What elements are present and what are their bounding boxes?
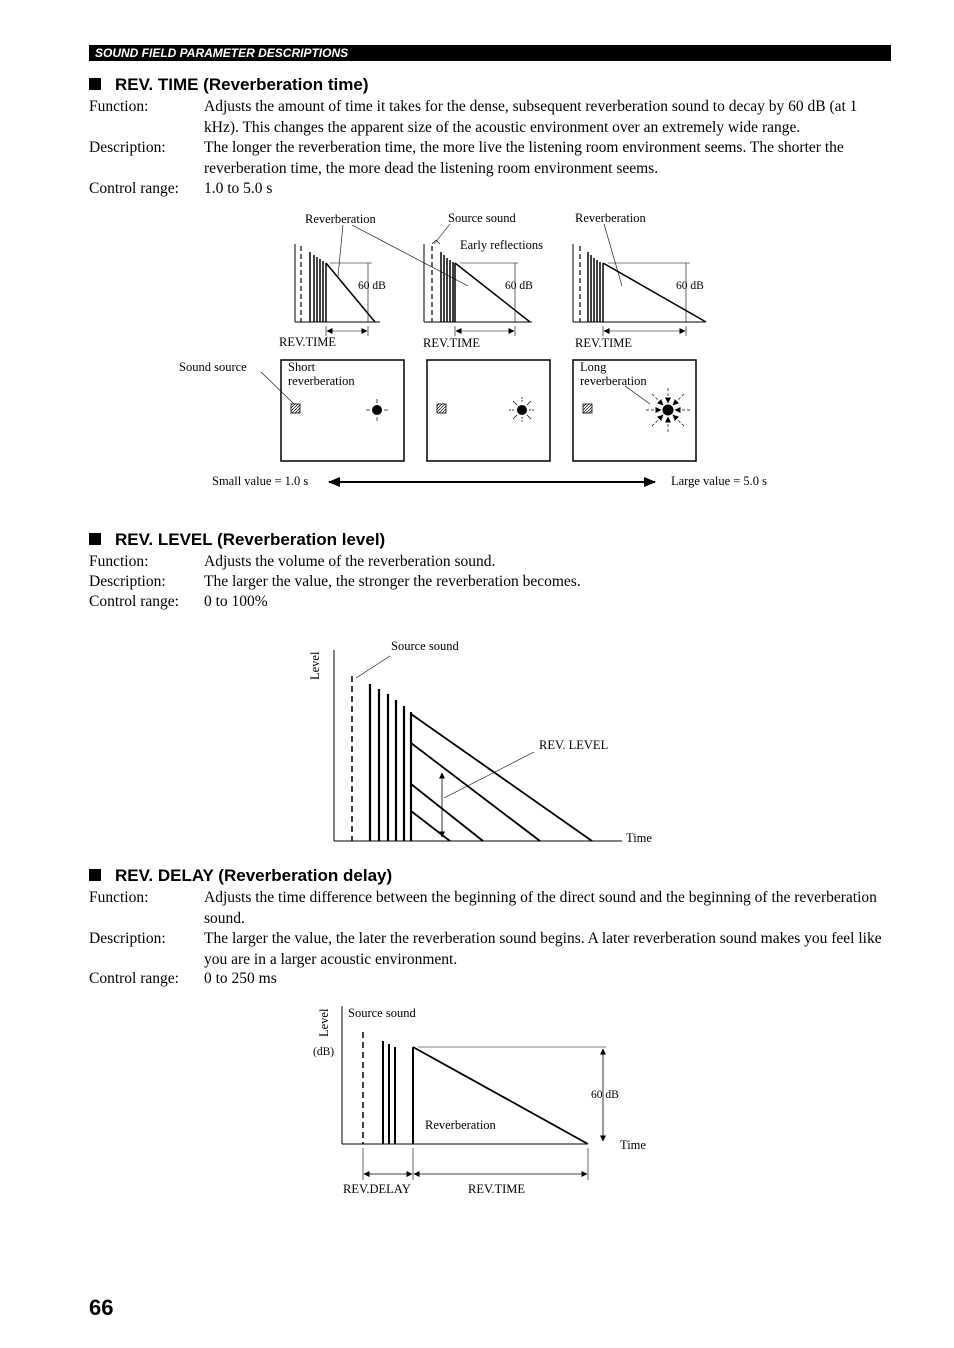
description-text: The larger the value, the later the reverberation sound begins. A later reverberation sound makes you feel like you are in a larger acoustic environment. xyxy=(204,930,882,968)
db-label: 60 dB xyxy=(591,1089,619,1101)
level-axis-label: Level xyxy=(317,1008,331,1037)
control-range-label: Control range: xyxy=(89,970,179,987)
db-unit-label: (dB) xyxy=(313,1046,335,1058)
source-sound-label: Source sound xyxy=(448,211,516,225)
function-label: Function: xyxy=(89,553,149,570)
sound-source-label: Sound source xyxy=(179,360,247,374)
rev-time-label: REV.TIME xyxy=(468,1182,526,1196)
description-text: The longer the reverberation time, the more live the listening room environment seems. The shorter the reverberation time, the more dead the listening room environment seems. xyxy=(204,139,844,177)
speaker-icon xyxy=(437,404,446,413)
speaker-icon xyxy=(583,404,592,413)
long-reverb-label-2: reverberation xyxy=(580,374,647,388)
source-sound-label: Source sound xyxy=(391,639,459,653)
rev-time-diagram xyxy=(261,224,706,482)
db-label: 60 dB xyxy=(358,280,386,292)
reverberation-label: Reverberation xyxy=(575,211,646,225)
control-range-text: 0 to 100% xyxy=(204,593,268,610)
rev-level-label: REV. LEVEL xyxy=(539,738,609,752)
control-range-text: 1.0 to 5.0 s xyxy=(204,180,273,197)
function-label: Function: xyxy=(89,889,149,906)
reverberation-label: Reverberation xyxy=(305,212,376,226)
rev-time-title: REV. TIME (Reverberation time) xyxy=(115,75,369,94)
long-reverb-label-1: Long xyxy=(580,360,607,374)
listener-icon-medium xyxy=(509,397,535,423)
rev-time-label: REV.TIME xyxy=(279,335,337,349)
control-range-label: Control range: xyxy=(89,593,179,610)
function-text: Adjusts the amount of time it takes for the dense, subsequent reverberation sound to decay by 60 dB (at 1 kHz). This changes the apparent size of the acoustic environment over an extremely wide range. xyxy=(204,98,858,136)
source-sound-label: Source sound xyxy=(348,1006,416,1020)
listener-icon-long xyxy=(625,386,690,432)
description-label: Description: xyxy=(89,930,166,947)
db-label: 60 dB xyxy=(676,280,704,292)
section-header-label: SOUND FIELD PARAMETER DESCRIPTIONS xyxy=(95,46,349,60)
control-range-label: Control range: xyxy=(89,180,179,197)
rev-time-label: REV.TIME xyxy=(575,336,633,350)
early-reflections-label: Early reflections xyxy=(460,238,543,252)
rev-level-title: REV. LEVEL (Reverberation level) xyxy=(115,530,386,549)
function-label: Function: xyxy=(89,98,149,115)
description-text: The larger the value, the stronger the reverberation becomes. xyxy=(204,573,581,590)
description-label: Description: xyxy=(89,573,166,590)
control-range-text: 0 to 250 ms xyxy=(204,970,277,987)
description-label: Description: xyxy=(89,139,166,156)
rev-delay-diagram xyxy=(342,1006,606,1180)
page-number: 66 xyxy=(89,1295,114,1320)
function-text: Adjusts the volume of the reverberation sound. xyxy=(204,553,496,570)
listener-icon-short xyxy=(366,399,388,421)
function-text: Adjusts the time difference between the beginning of the direct sound and the beginning of the reverberation sound. xyxy=(204,889,877,927)
level-axis-label: Level xyxy=(308,651,322,680)
rev-delay-title: REV. DELAY (Reverberation delay) xyxy=(115,866,393,885)
small-value-label: Small value = 1.0 s xyxy=(212,474,309,488)
time-axis-label: Time xyxy=(626,831,652,845)
db-label: 60 dB xyxy=(505,280,533,292)
rev-delay-label: REV.DELAY xyxy=(343,1182,411,1196)
large-value-label: Large value = 5.0 s xyxy=(671,474,768,488)
reverberation-label: Reverberation xyxy=(425,1118,496,1132)
short-reverb-label-1: Short xyxy=(288,360,316,374)
short-reverb-label-2: reverberation xyxy=(288,374,355,388)
rev-time-label: REV.TIME xyxy=(423,336,481,350)
time-axis-label: Time xyxy=(620,1138,646,1152)
speaker-icon xyxy=(291,404,300,413)
